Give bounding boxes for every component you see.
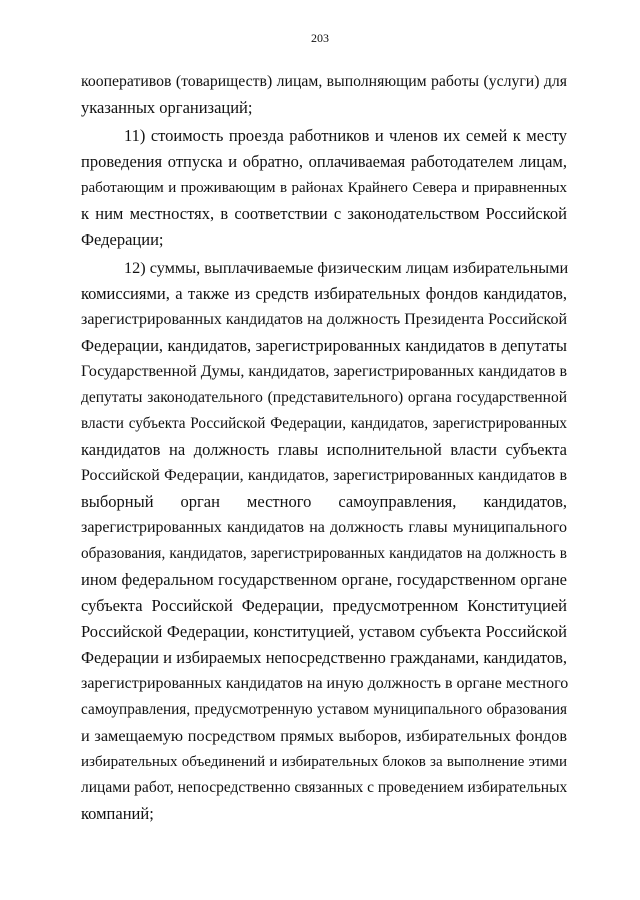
text-line: кандидатов на должность главы исполнительной власти субъекта bbox=[81, 440, 567, 459]
text-line: 12) суммы, выплачиваемые физическим лицам избирательными bbox=[124, 259, 569, 277]
text-line: выборный орган местного самоуправления, кандидатов, bbox=[81, 492, 567, 511]
text-line: депутаты законодательного (представительного) органа государственной bbox=[81, 389, 567, 406]
text-line: зарегистрированных кандидатов на должность Президента Российской bbox=[81, 311, 567, 328]
text-line: к ним местностях, в соответствии с законодательством Российской bbox=[81, 204, 567, 223]
text-line: лицами работ, непосредственно связанных с проведением избирательных bbox=[81, 779, 568, 796]
text-line: Федерации и избираемых непосредственно гражданами, кандидатов, bbox=[81, 648, 567, 667]
text-line: избирательных объединений и избирательных блоков за выполнение этими bbox=[81, 754, 567, 770]
text-line: Федерации, кандидатов, зарегистрированных кандидатов в депутаты bbox=[81, 336, 567, 355]
text-line: образования, кандидатов, зарегистрированных кандидатов на должность в bbox=[81, 545, 567, 562]
text-line: проведения отпуска и обратно, оплачиваемая работодателем лицам, bbox=[81, 152, 567, 171]
text-line: зарегистрированных кандидатов на иную должность в органе местного bbox=[81, 675, 569, 692]
text-line: Российской Федерации, конституцией, уставом субъекта Российской bbox=[81, 622, 567, 641]
text-line: субъекта Российской Федерации, предусмотренном Конституцией bbox=[81, 596, 567, 615]
text-line: компаний; bbox=[81, 804, 154, 823]
text-line: самоуправления, предусмотренную уставом муниципального образования bbox=[81, 701, 567, 718]
text-line: власти субъекта Российской Федерации, кандидатов, зарегистрированных bbox=[81, 415, 567, 432]
text-line: кооперативов (товариществ) лицам, выполняющим работы (услуги) для bbox=[81, 73, 567, 90]
text-line: комиссиями, а также из средств избирательных фондов кандидатов, bbox=[81, 284, 567, 303]
text-line: указанных организаций; bbox=[81, 98, 253, 117]
text-line: зарегистрированных кандидатов на должность главы муниципального bbox=[81, 519, 567, 536]
text-line: 11) стоимость проезда работников и членов их семей к месту bbox=[124, 126, 567, 145]
text-line: ином федеральном государственном органе, государственном органе bbox=[81, 570, 567, 589]
text-line: и замещаемую посредством прямых выборов, избирательных фондов bbox=[81, 727, 567, 745]
text-line: Государственной Думы, кандидатов, зарегистрированных кандидатов в bbox=[81, 363, 567, 380]
text-line: Федерации; bbox=[81, 230, 164, 249]
text-line: работающим и проживающим в районах Крайнего Севера и приравненных bbox=[81, 180, 567, 196]
text-line: Российской Федерации, кандидатов, зарегистрированных кандидатов в bbox=[81, 467, 567, 484]
page-number: 203 bbox=[311, 31, 329, 45]
